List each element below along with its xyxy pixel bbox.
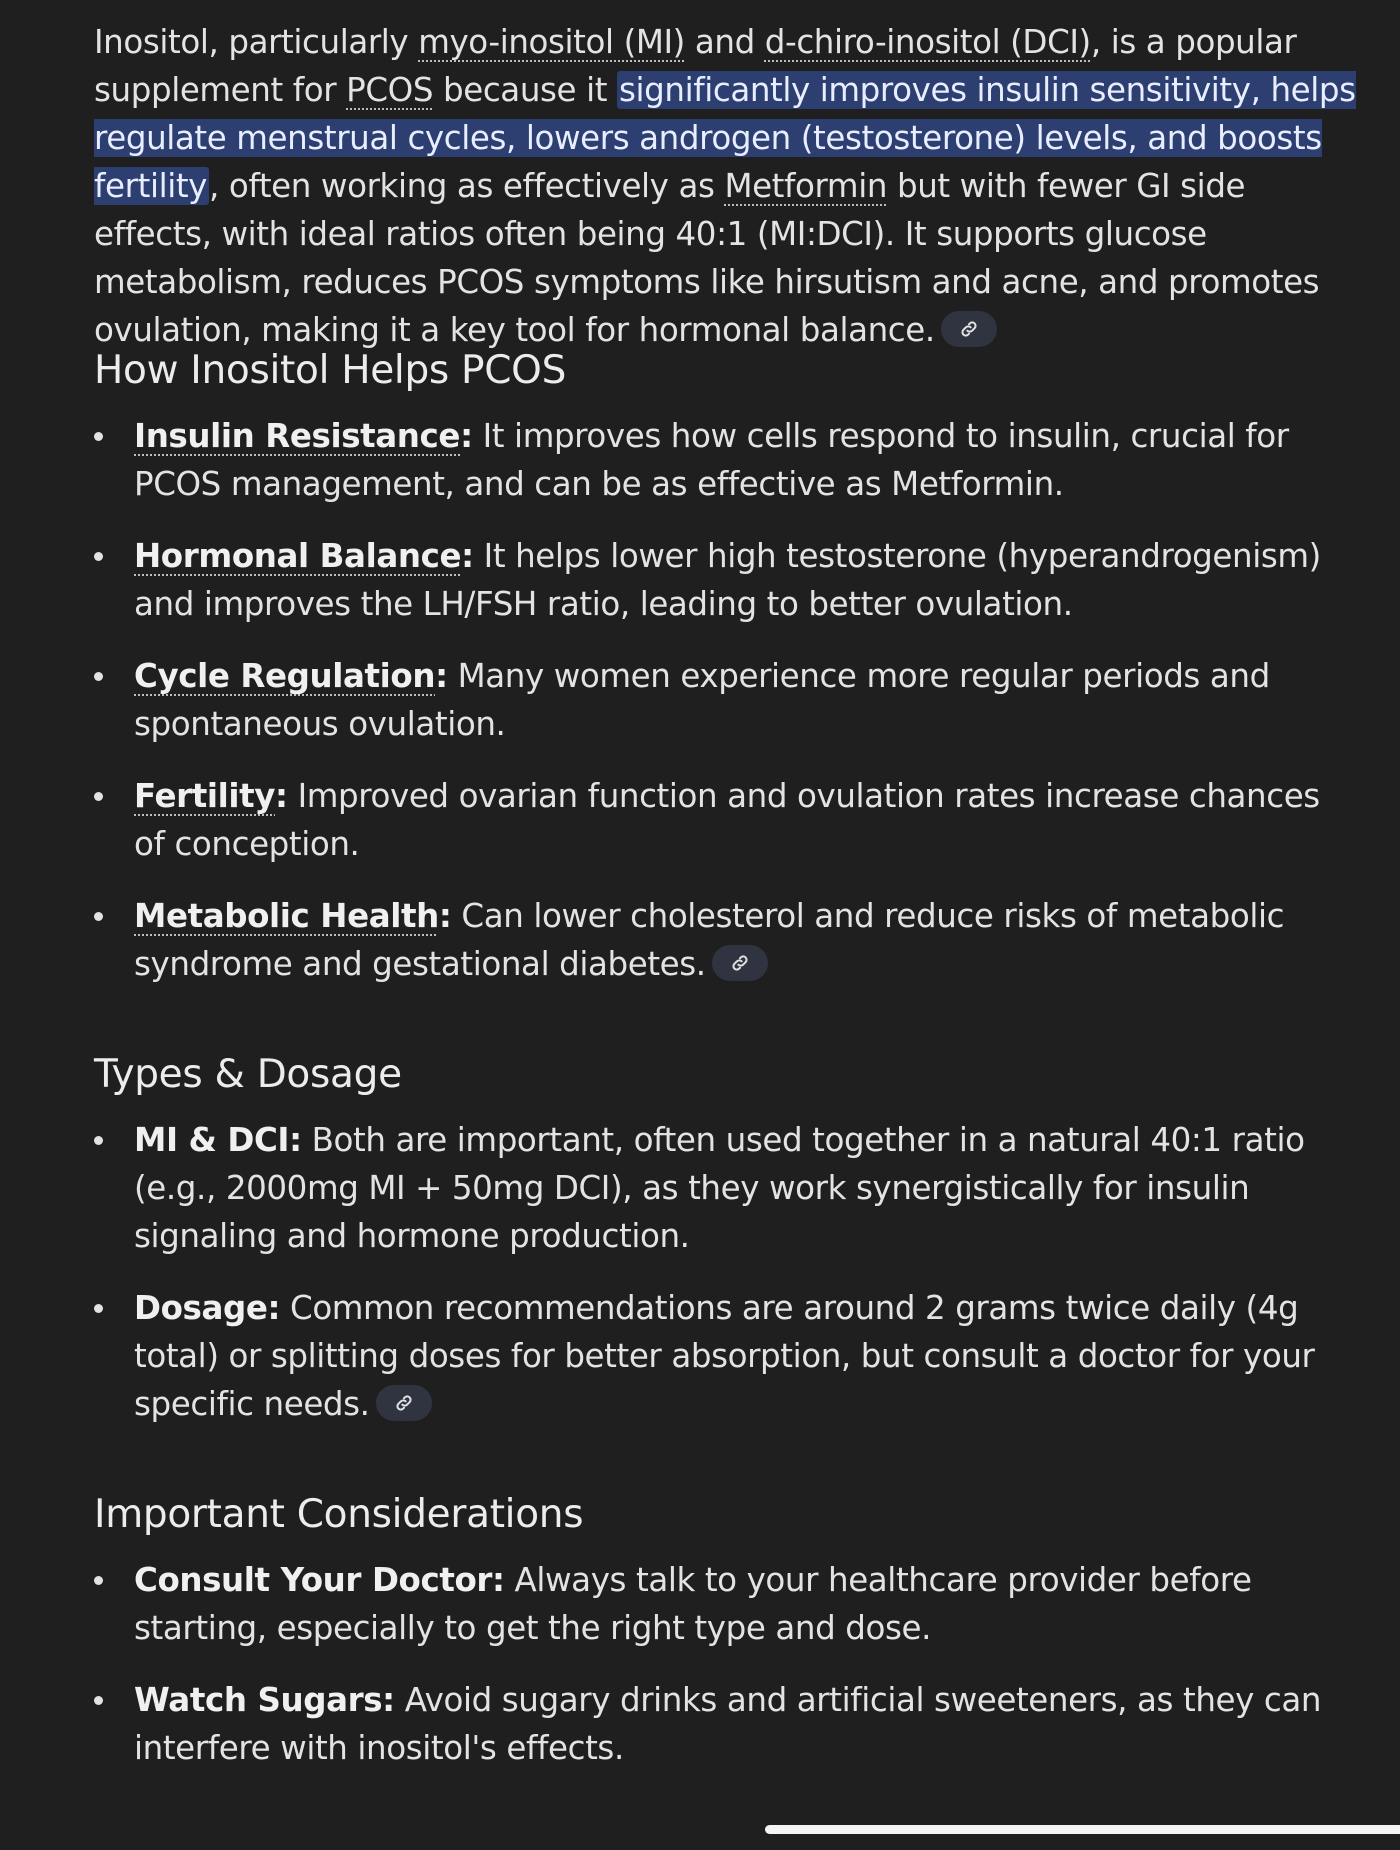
item-text: Both are important, often used together in a natural 40:1 ratio (e.g., 2000mg MI + 50mg DCI), as they work synergistically for insulin signaling and hormone production. [134,1121,1305,1255]
section-list-important-considerations [94,1556,1356,1772]
list-item [94,892,1356,988]
item-text: Always talk to your healthcare provider before starting, especially to get the right type and dose. [134,1561,1252,1647]
bullet-point [94,432,103,441]
list-item [94,1676,1356,1772]
bullet-point [94,1136,103,1145]
section-list-types-dosage [94,1116,1356,1428]
section-heading-important-considerations: Important Considerations [94,1492,584,1537]
list-item [94,532,1356,628]
link-icon [959,319,979,339]
section-heading-how-inositol-helps: How Inositol Helps PCOS [94,348,567,393]
intro-text: but with fewer GI side effects, with ideal ratios often being 40:1 (MI:DCI). It supports glucose metabolism, reduces PCOS symptoms like hirsutism and acne, and promotes ovulation, making it a key tool for hormonal balance. [94,167,1320,349]
intro-text: , is a popular supplement for [94,23,1297,109]
link-icon [394,1393,414,1413]
label-colon: : [460,417,473,455]
term-link-pcos[interactable]: PCOS [346,71,434,109]
bullet-point [94,1576,103,1585]
term-link-myo-inositol[interactable]: myo-inositol (MI) [418,23,685,61]
intro-paragraph [94,18,1356,354]
bullet-point [94,672,103,681]
label-colon: : [275,777,288,815]
label-colon: : [438,897,452,935]
section-list-how-inositol-helps [94,412,1356,988]
section-heading-types-dosage: Types & Dosage [94,1052,402,1097]
label-colon: : [435,657,448,695]
source-link-chip[interactable] [712,945,768,981]
list-item [94,652,1356,748]
link-icon [730,953,750,973]
response-content [94,18,1356,1767]
bullet-point [94,792,103,801]
item-text: Many women experience more regular periods and spontaneous ovulation. [134,657,1270,743]
bullet-point [94,1696,103,1705]
home-indicator-bar[interactable] [765,1825,1400,1834]
term-link-hormonal-balance[interactable]: Hormonal Balance [134,537,462,575]
intro-text: and [684,23,765,61]
item-text: Can lower cholesterol and reduce risks of metabolic syndrome and gestational diabetes. [134,897,1285,983]
term-link-fertility[interactable]: Fertility [134,777,276,815]
term-link-insulin-resistance[interactable]: Insulin Resistance [134,417,461,455]
intro-text: because it [433,71,617,109]
label-colon: : [461,537,474,575]
item-text: Improved ovarian function and ovulation rates increase chances of conception. [134,777,1320,863]
source-link-chip[interactable] [941,311,997,347]
item-label: Watch Sugars: [134,1681,395,1719]
item-label: Dosage: [134,1289,281,1327]
item-label: Consult Your Doctor: [134,1561,505,1599]
intro-text: , often working as effectively as [209,167,725,205]
list-item [94,1284,1356,1428]
term-link-metformin[interactable]: Metformin [724,167,888,205]
source-link-chip[interactable] [376,1385,432,1421]
item-text: Avoid sugary drinks and artificial sweeteners, as they can interfere with inositol's effects. [134,1681,1322,1767]
list-item [94,1556,1356,1652]
bullet-point [94,552,103,561]
term-link-d-chiro-inositol[interactable]: d-chiro-inositol (DCI) [764,23,1091,61]
term-link-cycle-regulation[interactable]: Cycle Regulation [134,657,436,695]
highlighted-text: significantly improves insulin sensitivity, helps regulate menstrual cycles, lowers androgen (testosterone) levels, and boosts fertility [94,71,1356,205]
item-label: MI & DCI: [134,1121,302,1159]
intro-text: Inositol, particularly [94,23,419,61]
bullet-point [94,912,103,921]
list-item [94,772,1356,868]
item-text: It helps lower high testosterone (hyperandrogenism) and improves the LH/FSH ratio, leading to better ovulation. [134,537,1321,623]
item-text: Common recommendations are around 2 grams twice daily (4g total) or splitting doses for better absorption, but consult a doctor for your specific needs. [134,1289,1315,1423]
item-text: It improves how cells respond to insulin, crucial for PCOS management, and can be as effective as Metformin. [134,417,1289,503]
term-link-metabolic-health[interactable]: Metabolic Health [134,897,439,935]
list-item [94,1116,1356,1260]
bullet-point [94,1304,103,1313]
list-item [94,412,1356,508]
